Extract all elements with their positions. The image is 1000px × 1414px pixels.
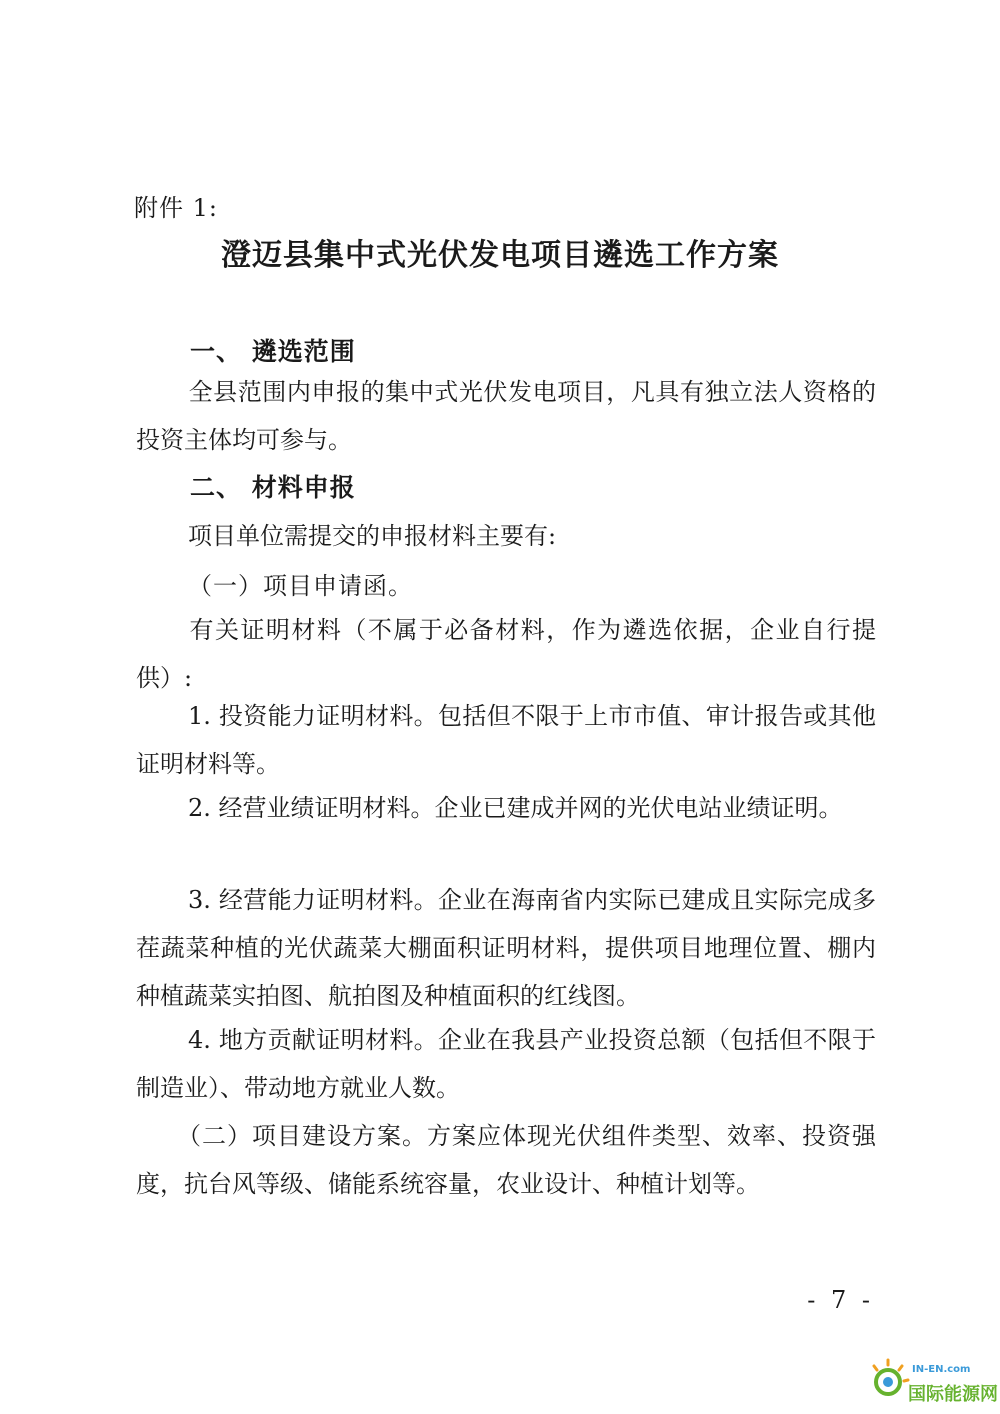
page-number: - 7 -: [807, 1286, 874, 1314]
paragraph-scope-text: 全县范围内申报的集中式光伏发电项目，凡具有独立法人资格的投资主体均可参与。: [136, 378, 876, 454]
list-item-local-contribution: [136, 1016, 876, 1112]
list-item-local-contribution-text: 4. 地方贡献证明材料。企业在我县产业投资总额（包括但不限于制造业）、带动地方就业人数。: [136, 1026, 876, 1102]
paragraph-construction-plan: [136, 1112, 876, 1208]
attachment-label: 附件 1:: [134, 194, 218, 222]
list-item-business-performance-text: 2. 经营业绩证明材料。企业已建成并网的光伏电站业绩证明。: [188, 794, 843, 822]
watermark-logo: [868, 1352, 996, 1408]
watermark-small-text: IN-EN.com: [912, 1364, 971, 1375]
list-item-business-performance: [136, 784, 876, 832]
paragraph-construction-plan-text: （二）项目建设方案。方案应体现光伏组件类型、效率、投资强度，抗台风等级、储能系统容量，农业设计、种植计划等。: [136, 1122, 876, 1198]
sun-icon: [868, 1356, 912, 1406]
watermark-text: 国际能源网: [908, 1384, 998, 1405]
paragraph-scope: [136, 368, 876, 464]
subheading-application-letter: （一）项目申请函。: [188, 572, 413, 600]
paragraph-materials-intro-text: 项目单位需提交的申报材料主要有:: [188, 522, 557, 550]
paragraph-materials-intro: [136, 512, 876, 560]
paragraph-supporting-materials-text: 有关证明材料（不属于必备材料，作为遴选依据，企业自行提供）:: [136, 616, 876, 692]
section-heading-materials: 二、 材料申报: [190, 473, 356, 502]
list-item-investment-capacity: [136, 692, 876, 788]
list-item-operating-capacity-text: 3. 经营能力证明材料。企业在海南省内实际已建成且实际完成多茬蔬菜种植的光伏蔬菜大棚面积证明材料，提供项目地理位置、棚内种植蔬菜实拍图、航拍图及种植面积的红线图。: [136, 886, 876, 1010]
paragraph-supporting-materials: [136, 606, 876, 702]
section-heading-scope: 一、 遴选范围: [190, 337, 356, 366]
list-item-operating-capacity: [136, 876, 876, 1020]
document-title: 澄迈县集中式光伏发电项目遴选工作方案: [221, 238, 779, 273]
list-item-investment-capacity-text: 1. 投资能力证明材料。包括但不限于上市市值、审计报告或其他证明材料等。: [136, 702, 876, 778]
